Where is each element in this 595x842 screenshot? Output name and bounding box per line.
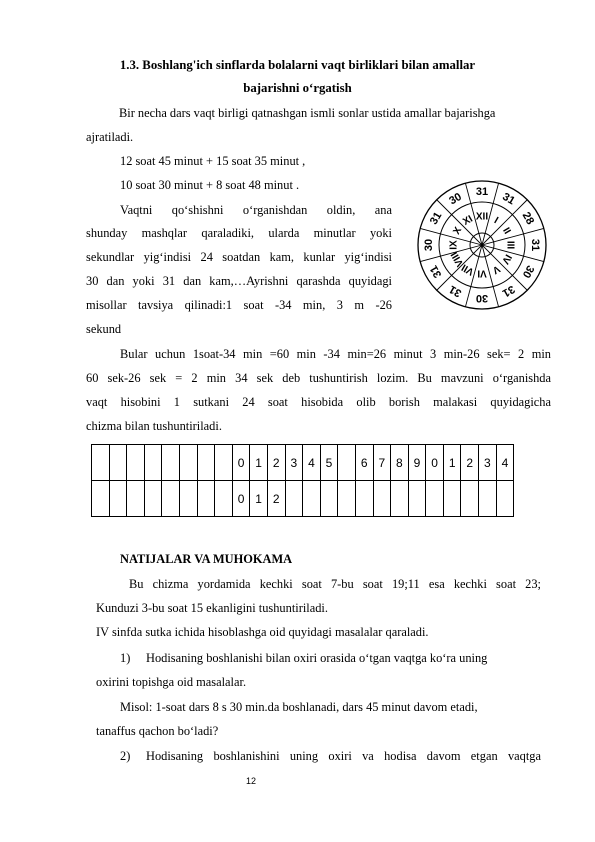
results-p1-line1: Bu chizma yordamida kechki soat 7-bu soat 19;11 esa kechki soat 23; <box>129 577 541 591</box>
month-label: VI <box>477 267 487 279</box>
table-cell <box>338 445 356 481</box>
table-cell <box>461 481 479 517</box>
table-cell: 4 <box>496 445 514 481</box>
results-p2: IV sinfda sutka ichida hisoblashga oid quyidagi masalalar qaraladi. <box>96 625 429 639</box>
section-heading-line2: bajarishni o‘rgatish <box>243 81 352 95</box>
table-cell: 0 <box>426 445 444 481</box>
month-label: X <box>451 225 465 237</box>
month-label: I <box>492 215 500 227</box>
table-cell: 2 <box>461 445 479 481</box>
table-cell <box>355 481 373 517</box>
example-line2: tanaffus qachon bo‘ladi? <box>96 724 219 738</box>
table-row <box>92 445 514 481</box>
table-cell <box>285 481 303 517</box>
list-item-1-line1: Hodisaning boshlanishi bilan oxiri orasida o‘tgan vaqtga ko‘ra uning <box>146 651 488 665</box>
table-cell: 9 <box>408 445 426 481</box>
side-paragraph-line6: sekund <box>86 322 122 336</box>
table-row <box>92 481 514 517</box>
month-label: VIII <box>449 249 467 269</box>
table-cell <box>479 481 497 517</box>
table-cell: 2 <box>267 481 285 517</box>
page-number: 12 <box>246 776 257 786</box>
table-cell <box>109 481 127 517</box>
day-count-label: 30 <box>447 190 464 208</box>
intro-line2: ajratiladi. <box>86 130 134 144</box>
table-cell: 7 <box>373 445 391 481</box>
calendar-wheel-figure <box>412 180 552 310</box>
table-cell: 8 <box>391 445 409 481</box>
table-cell <box>109 445 127 481</box>
day-count-label: 31 <box>447 282 464 300</box>
day-count-label: 31 <box>500 190 517 208</box>
table-cell: 1 <box>250 481 268 517</box>
table-cell <box>144 481 162 517</box>
day-count-label: 31 <box>427 263 445 280</box>
table-cell <box>144 445 162 481</box>
table-cell <box>179 445 197 481</box>
intro-line1: Bir necha dars vaqt birligi qatnashgan ismli sonlar ustida amallar bajarishga <box>119 106 496 120</box>
table-cell <box>162 445 180 481</box>
table-cell: 0 <box>232 481 250 517</box>
day-count-label: 30 <box>519 263 537 280</box>
table-cell <box>373 481 391 517</box>
day-count-label: 28 <box>519 210 537 227</box>
table-cell <box>162 481 180 517</box>
example-line1: Misol: 1-soat dars 8 s 30 min.da boshlanadi, dars 45 minut davom etadi, <box>120 700 478 714</box>
table-cell: 1 <box>443 445 461 481</box>
table-cell: 0 <box>232 445 250 481</box>
table-cell <box>426 481 444 517</box>
month-label: IX <box>448 240 460 250</box>
day-count-label: 31 <box>475 186 489 198</box>
table-cell: 5 <box>320 445 338 481</box>
paragraph2-line4: chizma bilan tushuntiriladi. <box>86 419 222 433</box>
table-cell <box>127 445 145 481</box>
table-cell: 3 <box>285 445 303 481</box>
table-cell: 1 <box>250 445 268 481</box>
table-cell <box>496 481 514 517</box>
section-heading-line1: 1.3. Boshlang'ich sinflarda bolalarni vaqt birliklari bilan amallar <box>119 58 476 72</box>
table-cell <box>92 481 110 517</box>
table-cell <box>303 481 321 517</box>
list-item-2-line1: Hodisaning boshlanishini uning oxiri va hodisa davom etgan vaqtga <box>146 749 541 763</box>
table-cell: 2 <box>267 445 285 481</box>
day-count-label: 30 <box>423 238 435 252</box>
side-paragraph-line2: shunday mashqlar qaraladiki, ularda minutlar yoki <box>86 226 392 240</box>
month-label: V <box>490 262 502 276</box>
side-paragraph-line5: misollar tavsiya qilinadi:1 soat -34 min, 3 m -26 <box>86 298 392 312</box>
side-paragraph-line4: 30 dan yoki 31 dan kam,…Ayrishni qarashda quyidagi <box>86 274 392 288</box>
month-label: XI <box>461 213 475 228</box>
table-cell <box>179 481 197 517</box>
table-cell <box>391 481 409 517</box>
intro-example2: 10 soat 30 minut + 8 soat 48 minut . <box>120 178 300 192</box>
table-cell <box>197 445 215 481</box>
table-cell: 4 <box>303 445 321 481</box>
list-item-number-2: 2) <box>120 749 131 763</box>
table-cell <box>92 445 110 481</box>
table-cell <box>408 481 426 517</box>
side-paragraph-line3: sekundlar yig‘indisi 24 soatdan kam, kunlar yig‘indisi <box>86 250 392 264</box>
side-paragraph-line1: Vaqtni qo‘shishni o‘rganishdan oldin, ana <box>120 203 392 217</box>
table-cell <box>215 481 233 517</box>
day-count-label: 31 <box>529 238 541 252</box>
table-cell: 3 <box>479 445 497 481</box>
month-label: XII <box>475 211 489 223</box>
table-cell <box>338 481 356 517</box>
table-cell <box>197 481 215 517</box>
intro-example1: 12 soat 45 minut + 15 soat 35 minut , <box>120 154 306 168</box>
table-cell <box>443 481 461 517</box>
month-label: IV <box>499 252 514 266</box>
wheel-spoke <box>482 200 527 245</box>
results-heading: NATIJALAR VA MUHOKAMA <box>120 552 293 566</box>
day-count-label: 31 <box>427 210 445 227</box>
list-item-number-1: 1) <box>120 651 131 665</box>
results-p1-line2: Kunduzi 3-bu soat 15 ekanligini tushuntiriladi. <box>96 601 328 615</box>
day-count-label: 31 <box>500 282 517 300</box>
month-label: II <box>500 225 513 237</box>
paragraph2-line3: vaqt hisobini 1 sutkani 24 soat hisobida olib borish malakasi quyidagicha <box>86 395 551 409</box>
month-label: VII <box>459 261 477 278</box>
day-count-label: 30 <box>475 292 489 304</box>
table-cell: 6 <box>355 445 373 481</box>
table-cell <box>215 445 233 481</box>
table-cell <box>320 481 338 517</box>
list-item-1-line2: oxirini topishga oid masalalar. <box>96 675 247 689</box>
month-label: III <box>504 240 516 250</box>
hours-schema-table <box>91 444 514 517</box>
paragraph2-line2: 60 sek-26 sek = 2 min 34 sek deb tushuntirish lozim. Bu mavzuni o‘rganishda <box>86 371 551 385</box>
table-cell <box>127 481 145 517</box>
paragraph2-line1: Bular uchun 1soat-34 min =60 min -34 min=26 minut 3 min-26 sek= 2 min <box>120 347 551 361</box>
